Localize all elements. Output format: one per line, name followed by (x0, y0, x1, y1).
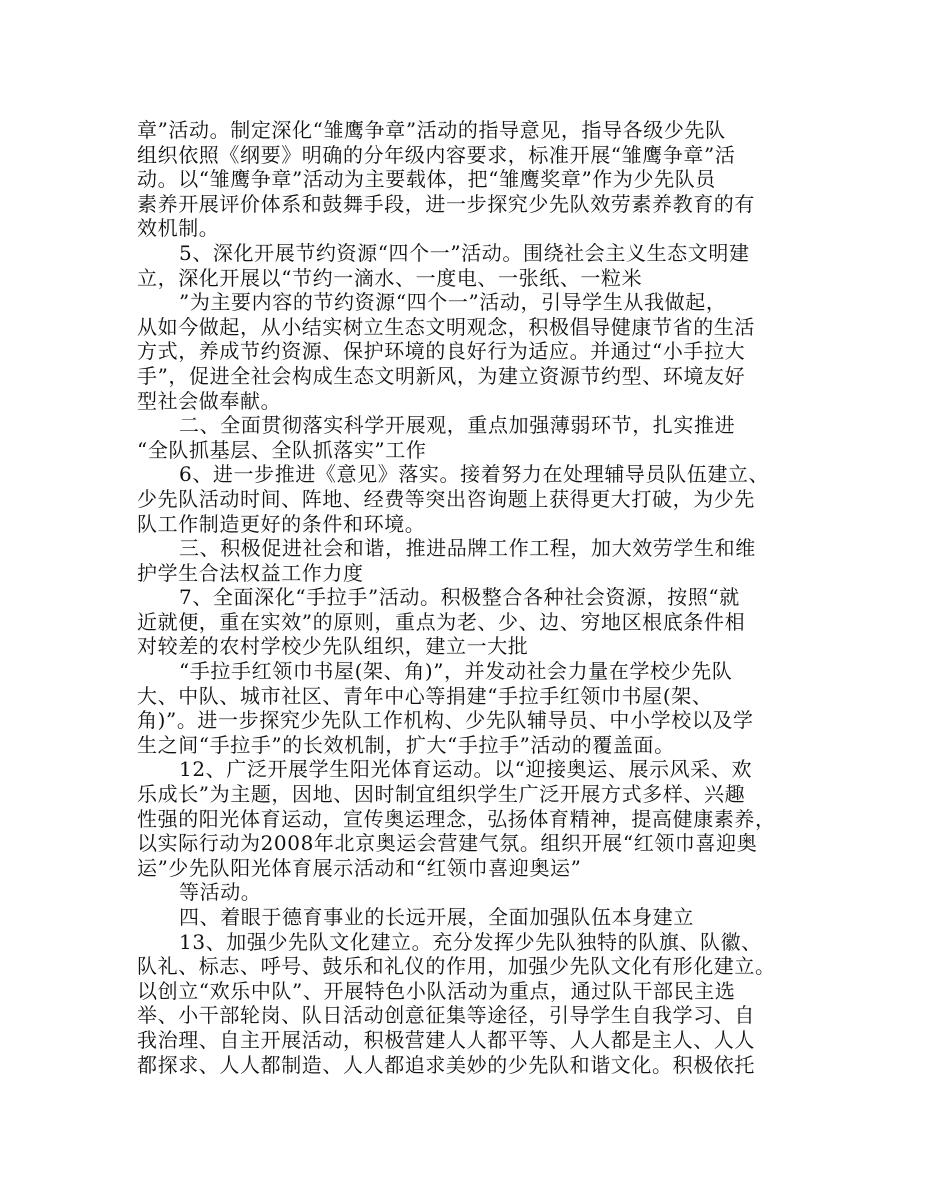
text-line: 从如今做起，从小结实树立生态文明观念，积极倡导健康节省的生活 (137, 314, 755, 339)
text-line: 队工作制造更好的条件和环境。 (137, 511, 426, 536)
text-line: “全队抓基层、全队抓落实”工作 (137, 437, 427, 462)
text-line: 都探求、人人都制造、人人都追求美妙的少先队和谐文化。积极依托 (137, 1052, 755, 1077)
text-line: 生之间“手拉手”的长效机制，扩大“手拉手”活动的覆盖面。 (137, 732, 675, 757)
text-line: 12、广泛开展学生阳光体育运动。以“迎接奥运、展示风采、欢 (179, 757, 753, 782)
text-line: 少先队活动时间、阵地、经费等突出咨询题上获得更大打破，为少先 (137, 486, 755, 511)
text-line: 等活动。 (179, 880, 262, 905)
text-line: 队礼、标志、呼号、鼓乐和礼仪的作用，加强少先队文化有形化建立。 (137, 954, 776, 979)
text-line: 性强的阳光体育运动，宣传奥运理念，弘扬体育精神，提高健康素养， (137, 806, 776, 831)
text-line: 型社会做奉献。 (137, 388, 282, 413)
text-line: 5、深化开展节约资源“四个一”活动。围绕社会主义生态文明建 (179, 240, 750, 265)
text-line: 三、积极促进社会和谐，推进品牌工作工程，加大效劳学生和维 (179, 536, 756, 561)
text-line: 运”少先队阳光体育展示活动和“红领巾喜迎奥运” (137, 855, 582, 880)
text-line: 我治理、自主开展活动，积极营建人人都平等、人人都是主人、人人 (137, 1027, 755, 1052)
text-line: 素养开展评价体系和鼓舞手段，进一步探究少先队效劳素养教育的有 (137, 191, 755, 216)
text-line: 6、进一步推进《意见》落实。接着努力在处理辅导员队伍建立、 (179, 462, 770, 487)
text-line: 立，深化开展以“节约一滴水、一度电、一张纸、一粒米 (137, 265, 643, 290)
text-line: 二、全面贯彻落实科学开展观，重点加强薄弱环节，扎实推进 (179, 413, 736, 438)
text-line: 效机制。 (137, 216, 220, 241)
text-line: 大、中队、城市社区、青年中心等捐建“手拉手红领巾书屋(架、 (137, 683, 713, 708)
text-line: ”为主要内容的节约资源“四个一”活动，引导学生从我做起， (179, 290, 727, 315)
text-line: 乐成长”为主题，因地、因时制宜组织学生广泛开展方式多样、兴趣 (137, 782, 746, 807)
text-line: 对较差的农村学校少先队组织，建立一大批 (137, 634, 529, 659)
text-line: 章”活动。制定深化“雏鹰争章”活动的指导意见，指导各级少先队 (137, 118, 726, 142)
text-line: 手”，促进全社会构成生态文明新风，为建立资源节约型、环境友好 (137, 363, 746, 388)
text-line: 13、加强少先队文化建立。充分发挥少先队独特的队旗、队徽、 (179, 929, 762, 954)
text-line: 举、小干部轮岗、队日活动创意征集等途径，引导学生自我学习、自 (137, 1003, 755, 1028)
text-line: 四、着眼于德育事业的长远开展，全面加强队伍本身建立 (179, 905, 694, 929)
text-line: 护学生合法权益工作力度 (137, 560, 364, 585)
text-line: 方式，养成节约资源、保护环境的良好行为适应。并通过“小手拉大 (137, 339, 746, 364)
text-line: “手拉手红领巾书屋(架、角)”，并发动社会力量在学校少先队 (179, 659, 733, 684)
text-line: 动。以“雏鹰争章”活动为主要载体，把“雏鹰奖章”作为少先队员 (137, 167, 716, 192)
text-line: 以创立“欢乐中队”、开展特色小队活动为重点，通过队干部民主选 (137, 978, 736, 1003)
text-line: 角)”。进一步探究少先队工作机构、少先队辅导员、中小学校以及学 (137, 708, 754, 733)
text-line: 以实际行动为2008年北京奥运会营建气氛。组织开展“红领巾喜迎奥 (137, 831, 758, 856)
document-body (137, 118, 823, 1077)
text-line: 组织依照《纲要》明确的分年级内容要求，标准开展“雏鹰争章”活 (137, 142, 736, 167)
text-line: 7、全面深化“手拉手”活动。积极整合各种社会资源，按照“就 (179, 585, 740, 610)
text-line: 近就便，重在实效”的原则，重点为老、少、边、穷地区根底条件相 (137, 609, 746, 634)
